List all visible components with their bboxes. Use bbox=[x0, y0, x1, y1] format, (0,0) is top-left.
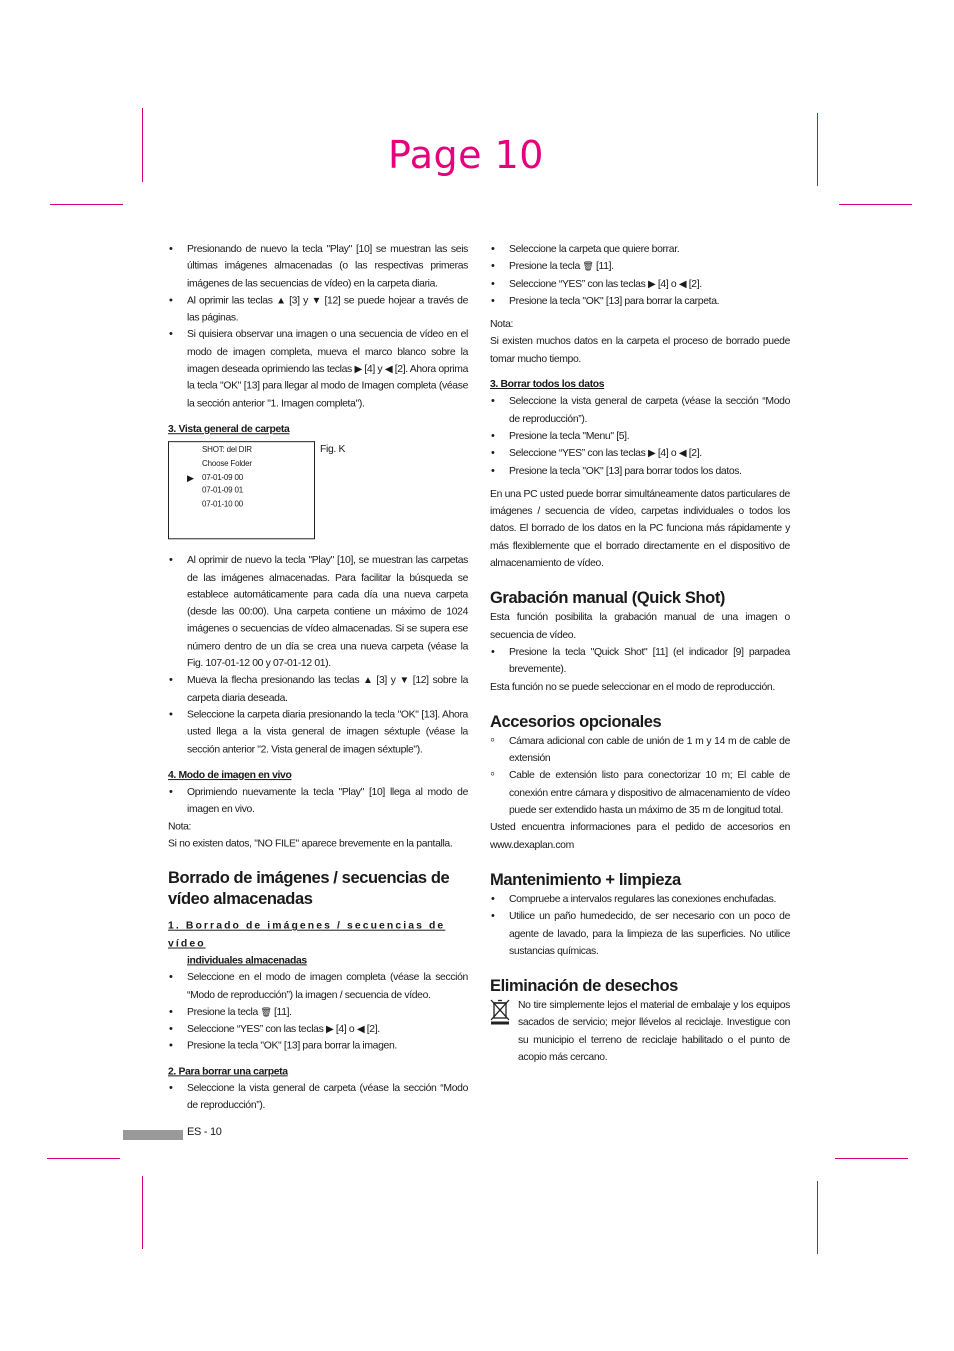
list-item: • Presione la tecla "Quick Shot" [11] (el indicador [9] parpadea brevemente). bbox=[490, 644, 790, 679]
list-item: • Oprimiendo nuevamente la tecla "Play" [10] llega al modo de imagen en vivo. bbox=[168, 784, 468, 818]
arrow-right-icon: ▶ bbox=[325, 1023, 334, 1035]
list-item bbox=[168, 1021, 468, 1038]
text-segment: Seleccione “YES” con las teclas bbox=[509, 448, 648, 460]
text-segment: [12] se puede hojear a través de las páginas. bbox=[187, 295, 469, 324]
list-item: • Presione la tecla "Menu" [5]. bbox=[490, 428, 790, 445]
text-segment: [2]. Ahora oprima la tecla "OK" [13] para llegar al modo de Imagen completa (véase la sección anterior "1. Imagen completa"). bbox=[187, 363, 468, 410]
paragraph: Usted encuentra informaciones para el pedido de accesorios en www.dexaplan.com bbox=[490, 822, 790, 851]
list-item: • Presione la tecla "OK" [13] para borrar la imagen. bbox=[168, 1038, 468, 1055]
text-segment: [11]. bbox=[593, 261, 614, 273]
list-item bbox=[490, 445, 790, 462]
delete-folder-list bbox=[168, 1080, 468, 1114]
note-label: Nota: bbox=[168, 821, 192, 833]
paragraph: Esta función no se puede seleccionar en el modo de reproducción. bbox=[490, 681, 775, 693]
text-segment: [4] o bbox=[655, 278, 679, 290]
list-item: • Seleccione la carpeta diaria presionando la tecla "OK" [13]. Ahora usted llega a la vista general de imagen séxtuple (véase la sección anterior "2. Vista general de imagen séxtuple"). bbox=[168, 707, 468, 758]
list-item: ◦ Cámara adicional con cable de unión de 1 m y 14 m de cable de extensión bbox=[490, 733, 790, 768]
right-column bbox=[490, 241, 790, 1066]
text-segment: [4] y bbox=[361, 363, 385, 375]
screen-line: Choose Folder bbox=[202, 458, 252, 468]
arrow-left-icon: ◀ bbox=[678, 278, 687, 290]
list-item: • Seleccione la vista general de carpeta (véase la sección “Modo de reproducción”). bbox=[168, 1080, 468, 1114]
crop-mark bbox=[835, 1158, 908, 1159]
text-segment: [3] y bbox=[285, 295, 312, 307]
list-item: ◦ Cable de extensión listo para conectorizar 10 m; El cable de conexión entre cámara y dispositivo de almacenamiento de vídeo puede ser extendido hasta un máximo de 35 m de longitud total. bbox=[490, 767, 790, 819]
arrow-up-icon: ▲ bbox=[363, 675, 373, 687]
page-number: ES - 10 bbox=[187, 1126, 222, 1138]
figure-label: Fig. K bbox=[320, 444, 346, 456]
list-item: • Presione la tecla "OK" [13] para borrar la carpeta. bbox=[490, 293, 790, 310]
text-segment: Seleccione “YES” con las teclas bbox=[509, 278, 648, 290]
text-segment: [2]. bbox=[686, 278, 702, 290]
list-item bbox=[168, 292, 468, 326]
list-item bbox=[490, 258, 790, 275]
quick-shot-list bbox=[490, 644, 790, 679]
list-item: • Presione la tecla "OK" [13] para borrar todos los datos. bbox=[490, 463, 790, 480]
section-title: 3. Vista general de carpeta bbox=[168, 424, 290, 436]
list-item: • Compruebe a intervalos regulares las conexiones enchufadas. bbox=[490, 891, 790, 908]
text-segment: Mueva la flecha presionando las teclas bbox=[187, 675, 364, 687]
left-column bbox=[168, 241, 468, 1115]
trash-icon: 🗑 bbox=[260, 1006, 272, 1017]
arrow-right-icon: ▶ bbox=[354, 363, 362, 375]
screen-display bbox=[168, 441, 315, 539]
crop-mark bbox=[817, 1181, 818, 1254]
arrow-right-icon: ▶ bbox=[647, 278, 656, 290]
arrow-left-icon: ◀ bbox=[384, 363, 393, 375]
arrow-right-icon: ▶ bbox=[647, 448, 656, 460]
list-item bbox=[490, 276, 790, 293]
live-mode-list bbox=[168, 784, 468, 818]
text-segment: [4] o bbox=[655, 448, 679, 460]
text-segment: Presione la tecla bbox=[187, 1006, 261, 1018]
screen-line: 07-01-09 01 bbox=[202, 486, 243, 496]
paragraph: En una PC usted puede borrar simultáneamente datos particulares de imágenes / secuencia de vídeo, carpetas individuales o todos los datos. El borrado de los datos en la PC funciona más rápidamente y más flexiblemente que el borrado directamente en el dispositivo de almacenamiento de vídeo. bbox=[490, 488, 790, 570]
crop-mark bbox=[839, 204, 912, 205]
arrow-down-icon: ▼ bbox=[311, 295, 321, 307]
section-title: 3. Borrar todos los datos bbox=[490, 379, 605, 391]
section-heading: Accesorios opcionales bbox=[490, 712, 662, 731]
section-title: individuales almacenadas bbox=[187, 955, 307, 967]
note-text: Si existen muchos datos en la carpeta el proceso de borrado puede tomar mucho tiempo. bbox=[490, 336, 790, 365]
accessories-list bbox=[490, 733, 790, 819]
text-segment: [11]. bbox=[271, 1006, 292, 1018]
crop-mark bbox=[142, 1176, 143, 1249]
list-item bbox=[168, 672, 468, 706]
text-segment: Seleccione “YES” con las teclas bbox=[187, 1023, 326, 1035]
section-heading: Borrado de imágenes / secuencias de vídeo almacenadas bbox=[168, 869, 450, 909]
list-item: • Seleccione la carpeta que quiere borrar. bbox=[490, 241, 790, 258]
list-item bbox=[168, 327, 468, 413]
text-segment: Al oprimir las teclas bbox=[187, 295, 277, 307]
list-item: • Seleccione la vista general de carpeta (véase la sección “Modo de reproducción”). bbox=[490, 393, 790, 428]
section-title: 1. Borrado de imágenes / secuencias de vídeo bbox=[168, 921, 446, 950]
section-heading: Grabación manual (Quick Shot) bbox=[490, 589, 726, 608]
crop-mark bbox=[142, 108, 143, 182]
paragraph: Esta función posibilita la grabación manual de una imagen o secuencia de vídeo. bbox=[490, 612, 790, 641]
section-heading: Eliminación de desechos bbox=[490, 977, 678, 996]
paragraph: No tire simplemente lejos el material de embalaje y los equipos sacados de servicio; mejor llévelos al reciclaje. Investigue con su municipio el terreno de reciclaje habilitado o el punto de acopio más cercano. bbox=[518, 1000, 790, 1063]
crop-mark bbox=[47, 1158, 120, 1159]
text-segment: [2]. bbox=[364, 1023, 380, 1035]
delete-image-list bbox=[168, 970, 468, 1056]
text-segment: [3] y bbox=[372, 675, 400, 687]
intro-list bbox=[168, 241, 468, 412]
screen-line: 07-01-09 00 bbox=[202, 472, 243, 482]
crop-mark bbox=[817, 113, 818, 186]
delete-folder-steps bbox=[490, 241, 790, 310]
text-segment: Presione la tecla bbox=[509, 261, 583, 273]
folder-view-list bbox=[168, 552, 468, 758]
footer-bar bbox=[123, 1130, 183, 1140]
screen-line: SHOT: del DIR bbox=[202, 445, 252, 455]
text-segment: [12] sobre la carpeta diaria deseada. bbox=[187, 675, 468, 704]
maintenance-list bbox=[490, 891, 790, 960]
section-title: 4. Modo de imagen en vivo bbox=[168, 769, 292, 781]
selection-arrow-icon: ▶ bbox=[187, 473, 194, 484]
note-text: Si no existen datos, "NO FILE" aparece brevemente en la pantalla. bbox=[168, 838, 453, 850]
crop-mark bbox=[50, 204, 123, 205]
list-item: • Seleccione en el modo de imagen completa (véase la sección “Modo de reproducción”) la imagen / secuencia de vídeo. bbox=[168, 970, 468, 1004]
text-segment: [2]. bbox=[686, 448, 702, 460]
trash-icon: 🗑 bbox=[582, 261, 594, 272]
arrow-left-icon: ◀ bbox=[678, 448, 687, 460]
list-item bbox=[168, 1004, 468, 1021]
delete-all-list bbox=[490, 393, 790, 479]
arrow-up-icon: ▲ bbox=[276, 295, 286, 307]
list-item: • Al oprimir de nuevo la tecla "Play" [10], se muestran las carpetas de las imágenes almacenadas. Para facilitar la búsqueda se establece automáticamente para cada día una nueva carpeta (desde las 00:00). Una carpeta contiene un máximo de 1024 imágenes o secuencias de vídeo almacenadas. Si se supera ese número dentro de un día se crea una nueva carpeta (véase la Fig. 107-01-12 00 y 07-01-12 01). bbox=[168, 552, 468, 672]
section-heading: Mantenimiento + limpieza bbox=[490, 870, 681, 889]
recycle-bin-icon bbox=[490, 999, 510, 1025]
page-title: Page 10 bbox=[388, 133, 544, 177]
text-segment: Si quisiera observar una imagen o una secuencia de vídeo en el modo de imagen completa, mueva el marco blanco sobre la imagen deseada oprimiendo las teclas bbox=[187, 329, 468, 375]
arrow-left-icon: ◀ bbox=[356, 1023, 365, 1035]
list-item: • Presionando de nuevo la tecla "Play" [10] se muestran las seis últimas imágenes almacenadas (o las respectivas primeras imágenes de las secuencias de vídeo) en la carpeta diaria. bbox=[168, 241, 468, 292]
section-title: 2. Para borrar una carpeta bbox=[168, 1066, 288, 1078]
screen-line: 07-01-10 00 bbox=[202, 499, 243, 509]
note-label: Nota: bbox=[490, 319, 514, 331]
list-item: • Utilice un paño humedecido, de ser necesario con un poco de agente de lavado, para la limpieza de las superficies. No utilice sustancias químicas. bbox=[490, 908, 790, 960]
arrow-down-icon: ▼ bbox=[399, 675, 409, 687]
text-segment: [4] o bbox=[333, 1023, 357, 1035]
